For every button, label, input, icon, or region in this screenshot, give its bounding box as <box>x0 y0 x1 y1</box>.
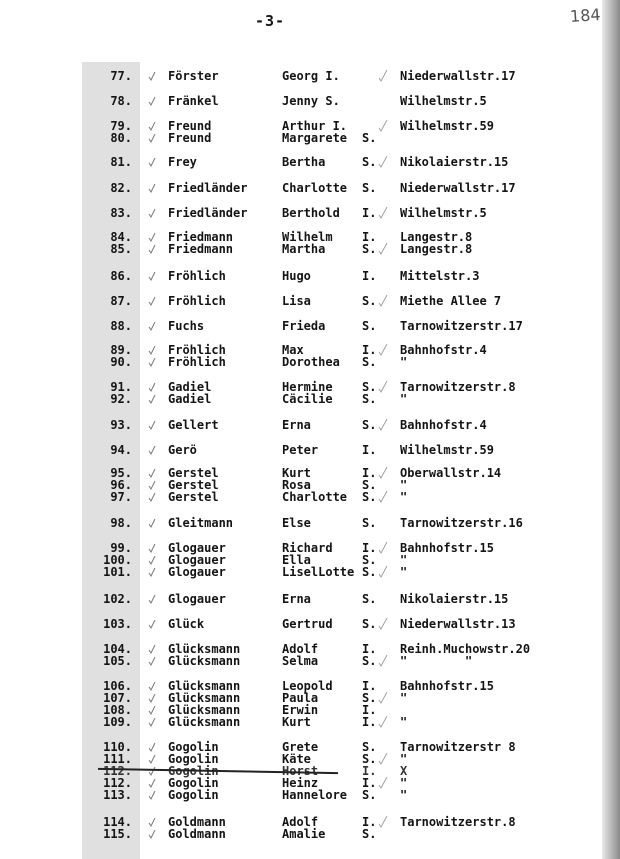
street-address: Wilhelmstr.5 <box>400 94 487 108</box>
given-name: Martha <box>282 242 326 256</box>
surname: Gerstel <box>168 478 219 492</box>
gender-code: S. <box>362 592 377 606</box>
given-name: Peter <box>282 443 319 457</box>
street-address: Tarnowitzerstr 8 <box>400 740 516 754</box>
given-name: Paula <box>282 691 319 705</box>
check-mark-icon <box>148 272 156 281</box>
entry-number: 106. <box>103 679 132 693</box>
street-address: X <box>400 764 408 778</box>
check-mark-icon <box>148 421 156 430</box>
gender-code: S. <box>362 740 377 754</box>
entry-number: 89. <box>110 343 132 357</box>
check-mark-icon <box>148 358 156 367</box>
check-mark-icon <box>378 156 388 168</box>
entry-number: 92. <box>110 392 132 406</box>
surname: Friedländer <box>168 206 248 220</box>
gender-code: I. <box>362 206 377 220</box>
surname: Förster <box>168 69 219 83</box>
check-mark-icon <box>378 716 388 728</box>
street-address: Nikolaierstr.15 <box>400 155 509 169</box>
street-address: Miethe Allee 7 <box>400 294 502 308</box>
gender-code: S. <box>362 355 377 369</box>
check-mark-icon <box>148 706 156 715</box>
check-mark-icon <box>148 346 156 355</box>
street-address: Wilhelmstr.59 <box>400 443 494 457</box>
check-mark-icon <box>148 233 156 242</box>
given-name: Arthur I. <box>282 119 348 133</box>
entry-number: 109. <box>103 715 132 729</box>
given-name: Frieda <box>282 319 326 333</box>
given-name: Charlotte <box>282 490 348 504</box>
surname: Fröhlich <box>168 343 226 357</box>
surname: Frey <box>168 155 197 169</box>
check-mark-icon <box>148 620 156 629</box>
entry-number: 85. <box>110 242 132 256</box>
surname: Gogolin <box>168 740 219 754</box>
surname: Freund <box>168 119 212 133</box>
gender-code: S. <box>362 155 377 169</box>
gender-code: I. <box>362 541 377 555</box>
surname: Glücksmann <box>168 654 241 668</box>
given-name: Lisa <box>282 294 311 308</box>
list-item <box>0 789 600 801</box>
check-mark-icon <box>148 481 156 490</box>
list-item <box>0 491 600 503</box>
check-mark-icon <box>148 446 156 455</box>
list-item <box>0 207 600 219</box>
surname: Glogauer <box>168 553 226 567</box>
check-mark-icon <box>378 207 388 219</box>
check-mark-icon <box>378 419 388 431</box>
entry-number: 100. <box>103 553 132 567</box>
given-name: Leopold <box>282 679 333 693</box>
page-edge-shadow <box>602 0 620 859</box>
street-address: " <box>400 490 408 504</box>
given-name: Erwin <box>282 703 319 717</box>
given-name: Käte <box>282 752 311 766</box>
street-address: Tarnowitzerstr.17 <box>400 319 523 333</box>
given-name: Erna <box>282 592 311 606</box>
given-name: LiselLotte <box>282 565 355 579</box>
street-address: " " <box>400 654 473 668</box>
gender-code: S. <box>362 654 377 668</box>
check-mark-icon <box>378 243 388 255</box>
street-address: " <box>400 553 408 567</box>
check-mark-icon <box>148 791 156 800</box>
entry-number: 96. <box>110 478 132 492</box>
street-address: Reinh.Muchowstr.20 <box>400 642 531 656</box>
surname: Fröhlich <box>168 294 226 308</box>
entry-number: 97. <box>110 490 132 504</box>
given-name: Amalie <box>282 827 326 841</box>
given-name: Grete <box>282 740 319 754</box>
street-address: Bahnhofstr.15 <box>400 679 494 693</box>
street-address: " <box>400 392 408 406</box>
gender-code: S. <box>362 392 377 406</box>
entry-number: 93. <box>110 418 132 432</box>
list-item <box>0 393 600 405</box>
surname: Glogauer <box>168 541 226 555</box>
gender-code: I. <box>362 715 377 729</box>
given-name: Wilhelm <box>282 230 333 244</box>
gender-code: S. <box>362 827 377 841</box>
given-name: Hugo <box>282 269 311 283</box>
entry-number: 114. <box>103 815 132 829</box>
entry-number: 88. <box>110 319 132 333</box>
check-mark-icon <box>148 694 156 703</box>
list-item <box>0 270 600 282</box>
gender-code: S. <box>362 516 377 530</box>
surname: Glück <box>168 617 205 631</box>
surname: Glücksmann <box>168 642 241 656</box>
given-name: Adolf <box>282 815 319 829</box>
given-name: Else <box>282 516 311 530</box>
entry-number: 98. <box>110 516 132 530</box>
surname: Glücksmann <box>168 679 241 693</box>
list-item <box>0 618 600 630</box>
gender-code: I. <box>362 703 377 717</box>
entry-number: 108. <box>103 703 132 717</box>
entry-number: 87. <box>110 294 132 308</box>
check-mark-icon <box>148 568 156 577</box>
surname: Friedländer <box>168 181 248 195</box>
surname: Fröhlich <box>168 269 226 283</box>
street-address: Tarnowitzerstr.8 <box>400 815 516 829</box>
surname: Glücksmann <box>168 703 241 717</box>
check-mark-icon <box>378 753 388 765</box>
given-name: Hermine <box>282 380 333 394</box>
gender-code: I. <box>362 679 377 693</box>
given-name: Charlotte <box>282 181 348 195</box>
given-name: Kurt <box>282 466 311 480</box>
gender-code: I. <box>362 776 377 790</box>
surname: Glogauer <box>168 565 226 579</box>
list-item <box>0 295 600 307</box>
entry-number: 107. <box>103 691 132 705</box>
list-item <box>0 95 600 107</box>
check-mark-icon <box>378 692 388 704</box>
street-address: Tarnowitzerstr.16 <box>400 516 523 530</box>
given-name: Erna <box>282 418 311 432</box>
entry-number: 80. <box>110 131 132 145</box>
list-item <box>0 716 600 728</box>
list-item <box>0 828 600 840</box>
entry-number: 79. <box>110 119 132 133</box>
given-name: Margarete <box>282 131 348 145</box>
gender-code: I. <box>362 343 377 357</box>
check-mark-icon <box>148 743 156 752</box>
surname: Freund <box>168 131 212 145</box>
list-item <box>0 566 600 578</box>
gender-code: I. <box>362 764 377 778</box>
check-mark-icon <box>148 544 156 553</box>
gender-code: S. <box>362 418 377 432</box>
surname: Glücksmann <box>168 691 241 705</box>
list-item <box>0 182 600 194</box>
check-mark-icon <box>148 595 156 604</box>
entry-number: 86. <box>110 269 132 283</box>
entry-number: 112. <box>103 764 132 778</box>
gender-code: S. <box>362 490 377 504</box>
given-name: Berthold <box>282 206 340 220</box>
given-name: Kurt <box>282 715 311 729</box>
gender-code: S. <box>362 691 377 705</box>
street-address: " <box>400 776 408 790</box>
check-mark-icon <box>148 718 156 727</box>
given-name: Max <box>282 343 304 357</box>
check-mark-icon <box>378 120 388 132</box>
check-mark-icon <box>378 777 388 789</box>
entry-number: 83. <box>110 206 132 220</box>
street-address: Niederwallstr.17 <box>400 181 516 195</box>
surname: Gleitmann <box>168 516 234 530</box>
surname: Gadiel <box>168 380 212 394</box>
check-mark-icon <box>148 72 156 81</box>
given-name: Selma <box>282 654 319 668</box>
check-mark-icon <box>148 657 156 666</box>
check-mark-icon <box>378 295 388 307</box>
check-mark-icon <box>148 322 156 331</box>
street-address: " <box>400 715 408 729</box>
surname: Gerstel <box>168 466 219 480</box>
list-item <box>0 156 600 168</box>
check-mark-icon <box>378 655 388 667</box>
gender-code: I. <box>362 269 377 283</box>
check-mark-icon <box>148 755 156 764</box>
surname: Gerö <box>168 443 197 457</box>
check-mark-icon <box>378 618 388 630</box>
gender-code: S. <box>362 617 377 631</box>
entry-number: 95. <box>110 466 132 480</box>
given-name: Adolf <box>282 642 319 656</box>
street-address: Bahnhofstr.4 <box>400 343 487 357</box>
check-mark-icon <box>148 682 156 691</box>
street-address: Tarnowitzerstr.8 <box>400 380 516 394</box>
check-mark-icon <box>148 493 156 502</box>
street-address: " <box>400 355 408 369</box>
entry-number: 91. <box>110 380 132 394</box>
surname: Goldmann <box>168 815 226 829</box>
check-mark-icon <box>378 381 388 393</box>
surname: Goldmann <box>168 827 226 841</box>
entry-number: 78. <box>110 94 132 108</box>
entry-number: 77. <box>110 69 132 83</box>
entry-number: 102. <box>103 592 132 606</box>
page-title: -3- <box>255 12 286 30</box>
gender-code: I. <box>362 815 377 829</box>
entry-number: 111. <box>103 752 132 766</box>
surname: Gadiel <box>168 392 212 406</box>
given-name: Jenny S. <box>282 94 340 108</box>
given-name: Bertha <box>282 155 326 169</box>
given-name: Richard <box>282 541 333 555</box>
surname: Fränkel <box>168 94 219 108</box>
given-name: Dorothea <box>282 355 340 369</box>
street-address: Wilhelmstr.59 <box>400 119 494 133</box>
given-name: Cäcilie <box>282 392 333 406</box>
check-mark-icon <box>148 645 156 654</box>
street-address: Niederwallstr.13 <box>400 617 516 631</box>
street-address: Niederwallstr.17 <box>400 69 516 83</box>
gender-code: I. <box>362 230 377 244</box>
street-address: Wilhelmstr.5 <box>400 206 487 220</box>
check-mark-icon <box>148 97 156 106</box>
list-item <box>0 593 600 605</box>
list-item <box>0 356 600 368</box>
check-mark-icon <box>378 566 388 578</box>
entry-number: 84. <box>110 230 132 244</box>
surname: Friedmann <box>168 230 234 244</box>
check-mark-icon <box>148 122 156 131</box>
entry-number: 94. <box>110 443 132 457</box>
surname: Glogauer <box>168 592 226 606</box>
entry-number: 104. <box>103 642 132 656</box>
gender-code: S. <box>362 752 377 766</box>
entry-number: 90. <box>110 355 132 369</box>
check-mark-icon <box>148 395 156 404</box>
entry-number: 99. <box>110 541 132 555</box>
gender-code: S. <box>362 181 377 195</box>
surname: Gogolin <box>168 752 219 766</box>
gender-code: I. <box>362 642 377 656</box>
list-item <box>0 444 600 456</box>
surname: Gogolin <box>168 788 219 802</box>
check-mark-icon <box>148 519 156 528</box>
list-item <box>0 243 600 255</box>
gender-code: S. <box>362 131 377 145</box>
list-item <box>0 419 600 431</box>
gender-code: S. <box>362 294 377 308</box>
check-mark-icon <box>148 184 156 193</box>
entry-number: 115. <box>103 827 132 841</box>
check-mark-icon <box>148 297 156 306</box>
check-mark-icon <box>378 70 388 82</box>
surname: Fuchs <box>168 319 205 333</box>
list-item <box>0 70 600 82</box>
entry-number: 110. <box>103 740 132 754</box>
check-mark-icon <box>148 383 156 392</box>
street-address: " <box>400 788 408 802</box>
given-name: Heinz <box>282 776 319 790</box>
gender-code: S. <box>362 478 377 492</box>
gender-code: I. <box>362 466 377 480</box>
surname: Gogolin <box>168 776 219 790</box>
street-address: Langestr.8 <box>400 242 473 256</box>
check-mark-icon <box>378 542 388 554</box>
check-mark-icon <box>148 818 156 827</box>
street-address: Mittelstr.3 <box>400 269 480 283</box>
surname: Gerstel <box>168 490 219 504</box>
given-name: Hannelore <box>282 788 348 802</box>
check-mark-icon <box>148 830 156 839</box>
street-address: Nikolaierstr.15 <box>400 592 509 606</box>
list-item <box>0 517 600 529</box>
check-mark-icon <box>148 556 156 565</box>
given-name: Georg I. <box>282 69 340 83</box>
check-mark-icon <box>148 469 156 478</box>
entry-number: 103. <box>103 617 132 631</box>
gender-code: S. <box>362 242 377 256</box>
check-mark-icon <box>378 491 388 503</box>
list-item <box>0 320 600 332</box>
given-name: Gertrud <box>282 617 333 631</box>
entry-number: 105. <box>103 654 132 668</box>
check-mark-icon <box>148 779 156 788</box>
entry-number: 112. <box>103 776 132 790</box>
gender-code: I. <box>362 443 377 457</box>
surname: Fröhlich <box>168 355 226 369</box>
given-name: Ella <box>282 553 311 567</box>
street-address: " <box>400 691 408 705</box>
street-address: Bahnhofstr.15 <box>400 541 494 555</box>
gender-code: S. <box>362 319 377 333</box>
street-address: " <box>400 478 408 492</box>
given-name: Rosa <box>282 478 311 492</box>
list-item <box>0 132 600 144</box>
street-address: Oberwallstr.14 <box>400 466 502 480</box>
street-address: " <box>400 752 408 766</box>
gender-code: S. <box>362 380 377 394</box>
check-mark-icon <box>148 134 156 143</box>
handwritten-page-number: 184 <box>569 4 602 27</box>
entry-number: 81. <box>110 155 132 169</box>
check-mark-icon <box>148 158 156 167</box>
surname: Glücksmann <box>168 715 241 729</box>
list-item <box>0 655 600 667</box>
gender-code: S. <box>362 565 377 579</box>
surname: Gellert <box>168 418 219 432</box>
street-address: " <box>400 565 408 579</box>
check-mark-icon <box>148 245 156 254</box>
gender-code: S. <box>362 788 377 802</box>
entry-number: 82. <box>110 181 132 195</box>
entry-number: 113. <box>103 788 132 802</box>
check-mark-icon <box>378 816 388 828</box>
surname: Friedmann <box>168 242 234 256</box>
street-address: Langestr.8 <box>400 230 473 244</box>
entry-number: 101. <box>103 565 132 579</box>
check-mark-icon <box>378 467 388 479</box>
check-mark-icon <box>378 344 388 356</box>
gender-code: S. <box>362 553 377 567</box>
check-mark-icon <box>148 209 156 218</box>
street-address: Bahnhofstr.4 <box>400 418 487 432</box>
